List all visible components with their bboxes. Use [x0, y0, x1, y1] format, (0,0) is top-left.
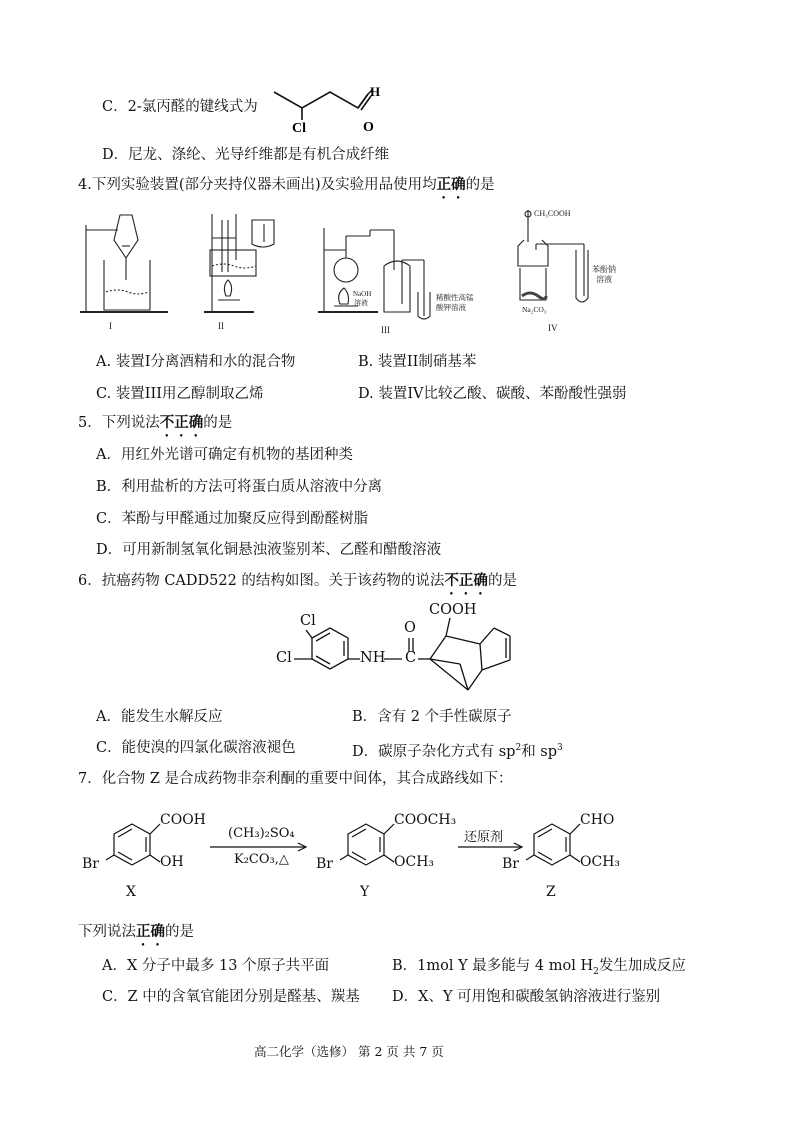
h-label: H [370, 84, 381, 99]
q7-option-c: C．Z 中的含氧官能团分别是醛基、羰基 [102, 989, 360, 1005]
q5-option-b: B．利用盐析的方法可将蛋白质从溶液中分离 [96, 479, 383, 495]
q6-option-a: A．能发生水解反应 [96, 709, 223, 725]
svg-text:IV: IV [548, 323, 558, 333]
nh-label: NH [360, 650, 386, 666]
x-label: X [126, 884, 136, 900]
q4-option-b: B. 装置II制硝基苯 [358, 354, 477, 370]
q4-option-a: A. 装置Ⅰ分离酒精和水的混合物 [96, 354, 296, 370]
z-och3: OCH₃ [580, 854, 621, 870]
q7-stem: 7．化合物 Z 是合成药物非奈利酮的重要中间体，其合成路线如下： [78, 771, 513, 787]
svg-text:II: II [218, 321, 224, 331]
q5-option-a: A．用红外光谱可确定有机物的基团种类 [96, 447, 353, 463]
q6-option-b: B．含有 2 个手性碳原子 [352, 709, 512, 725]
y-och3: OCH₃ [394, 854, 435, 870]
q6-stem: 6．抗癌药物 CADD522 的结构如图。关于该药物的说法不正确的是 [78, 572, 517, 589]
svg-text:酸钾溶液: 酸钾溶液 [436, 303, 466, 312]
apparatus-3 [318, 228, 430, 319]
q6-option-d: D．碳原子杂化方式有 $sp^2$和 $sp^3$ [352, 743, 563, 760]
apparatus-2 [204, 214, 274, 312]
q7-option-b: B．1mol Y 最多能与 4 mol $H_2$发生加成反应 [392, 958, 686, 977]
y-label: Y [360, 884, 370, 900]
cooh-label: COOH [429, 602, 477, 618]
q7-stem-2: 下列说法正确的是 [78, 923, 194, 940]
z-label: Z [546, 884, 556, 900]
page-footer: 高二化学（选修） 第 2 页 共 7 页 [254, 1044, 444, 1059]
synthesis-route [78, 800, 678, 910]
x-br: Br [82, 856, 99, 872]
q4-stem: 4.下列实验装置(部分夹持仪器未画出)及实验用品使用均正确的是 [78, 176, 495, 193]
z-br: Br [502, 856, 519, 872]
x-cooh: COOH [160, 812, 206, 828]
arrow1-top: (CH₃)₂SO₄ [228, 826, 295, 841]
apparatus-4 [518, 210, 588, 302]
option-c-text: C．2-氯丙醛的键线式为 [102, 99, 258, 115]
q4-option-c: C. 装置III用乙醇制取乙烯 [96, 386, 264, 402]
y-cooch3: COOCH₃ [394, 812, 457, 828]
q4-option-d: D. 装置IV比较乙酸、碳酸、苯酚酸性强弱 [358, 386, 627, 402]
cl-2-label: Cl [276, 650, 292, 666]
arrow2-top: 还原剂 [464, 830, 504, 845]
cl-1-label: Cl [300, 613, 316, 629]
svg-text:Na₂CO₃: Na₂CO₃ [522, 305, 547, 314]
c-label: C [405, 650, 417, 666]
apparatus-figure [78, 200, 678, 340]
svg-text:I: I [109, 321, 112, 331]
o-label: O [404, 620, 416, 636]
x-oh: OH [160, 854, 184, 870]
svg-text:苯酚钠: 苯酚钠 [592, 265, 616, 274]
cl-label: Cl [292, 121, 306, 134]
q5-stem: 5．下列说法不正确的是 [78, 414, 233, 431]
cadd522-structure [272, 598, 542, 703]
apparatus-1 [80, 215, 168, 312]
chloropropanal-structure [268, 82, 398, 134]
svg-text:NaOH: NaOH [353, 290, 372, 298]
z-cho: CHO [580, 812, 615, 828]
svg-text:CH₃COOH: CH₃COOH [534, 209, 571, 218]
svg-text:溶液: 溶液 [596, 275, 612, 284]
q7-option-d: D．X、Y 可用饱和碳酸氢钠溶液进行鉴别 [392, 989, 661, 1005]
option-d-text: D．尼龙、涤纶、光导纤维都是有机合成纤维 [102, 147, 390, 163]
svg-text:III: III [381, 325, 390, 335]
o-label: O [363, 120, 374, 134]
q5-option-c: C．苯酚与甲醛通过加聚反应得到酚醛树脂 [96, 511, 369, 527]
q7-option-a: A．X 分子中最多 13 个原子共平面 [102, 958, 330, 974]
svg-text:稀酸性高锰: 稀酸性高锰 [436, 293, 474, 302]
q5-option-d: D．可用新制氢氧化铜悬浊液鉴别苯、乙醛和醋酸溶液 [96, 542, 442, 558]
y-br: Br [316, 856, 333, 872]
q6-option-c: C．能使溴的四氯化碳溶液褪色 [96, 740, 296, 756]
arrow1-bottom: K₂CO₃,△ [234, 852, 289, 867]
svg-text:溶液: 溶液 [354, 299, 368, 307]
